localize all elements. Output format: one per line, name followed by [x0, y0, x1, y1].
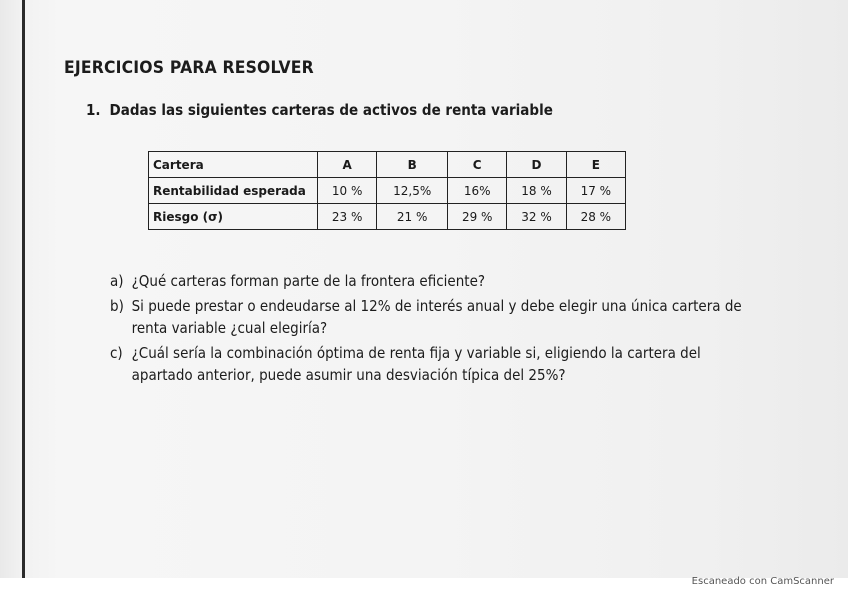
- table-header-row: [149, 152, 626, 178]
- column-header: A: [318, 152, 377, 178]
- table-cell: 29 %: [448, 204, 507, 230]
- table-cell: 21 %: [377, 204, 448, 230]
- row-label: Riesgo (σ): [149, 204, 318, 230]
- column-header: C: [448, 152, 507, 178]
- table-row: [149, 204, 626, 230]
- question-a: [110, 270, 762, 292]
- table-cell: 16%: [448, 178, 507, 204]
- column-header: B: [377, 152, 448, 178]
- question-b: [110, 295, 762, 339]
- table-cell: 10 %: [318, 178, 377, 204]
- table-row: [149, 178, 626, 204]
- column-header: E: [566, 152, 625, 178]
- table-cell: 18 %: [507, 178, 566, 204]
- exercise-text: Dadas las siguientes carteras de activos de renta variable: [109, 101, 553, 119]
- portfolio-table: [148, 151, 626, 230]
- question-list: [110, 270, 750, 386]
- question-text: ¿Qué carteras forman parte de la frontera eficiente?: [131, 272, 486, 290]
- row-label: Rentabilidad esperada: [149, 178, 318, 204]
- question-letter: a): [110, 272, 124, 290]
- table-cell: 17 %: [566, 178, 625, 204]
- question-text: Si puede prestar o endeudarse al 12% de interés anual y debe elegir una única cartera de renta variable ¿cual elegiría?: [131, 297, 742, 337]
- question-text: ¿Cuál sería la combinación óptima de renta fija y variable si, eligiendo la cartera del apartado anterior, puede asumir una desviación típica del 25%?: [131, 344, 701, 384]
- table-cell: 12,5%: [377, 178, 448, 204]
- section-heading: EJERCICIOS PARA RESOLVER: [64, 58, 314, 78]
- exercise-statement: [86, 101, 553, 119]
- question-letter: c): [110, 344, 123, 362]
- table-cell: 23 %: [318, 204, 377, 230]
- column-header: D: [507, 152, 566, 178]
- scanner-watermark: Escaneado con CamScanner: [691, 576, 834, 587]
- page-edge-line: [22, 0, 25, 578]
- header-label-cell: Cartera: [149, 152, 318, 178]
- table-cell: 28 %: [566, 204, 625, 230]
- exercise-number: 1.: [86, 101, 101, 119]
- table-cell: 32 %: [507, 204, 566, 230]
- question-letter: b): [110, 297, 124, 315]
- question-c: [110, 342, 762, 386]
